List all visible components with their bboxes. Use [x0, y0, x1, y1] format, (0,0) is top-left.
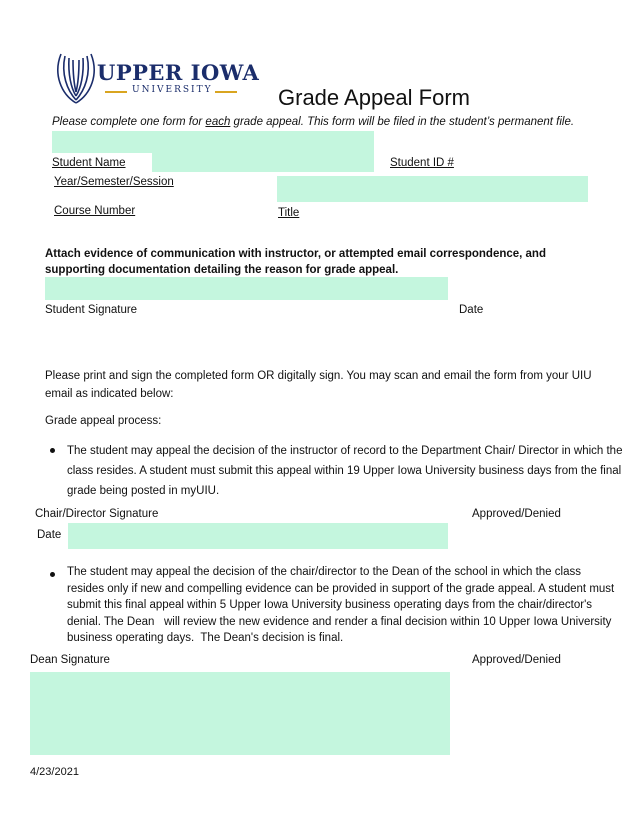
- process-step-1: The student may appeal the decision of the instructor of record to the Department Chair/ Director in which the class resides. A student must submit this appeal within 19 Upper Iowa University business days from the final grade being posted in myUIU.: [67, 445, 623, 497]
- student-name-label: Student Name: [52, 157, 126, 169]
- dean-signature-label: Dean Signature: [30, 654, 110, 666]
- logo-gold-rule-left: [105, 91, 127, 93]
- instructions-part: Please complete one form for: [52, 116, 206, 128]
- student-signature-date-label: Date: [459, 304, 484, 316]
- process-heading: Grade appeal process:: [45, 415, 162, 427]
- student-name-input-top[interactable]: [52, 131, 374, 153]
- student-name-input[interactable]: [152, 153, 374, 172]
- instructions-part: grade appeal. This form will be filed in the student’s permanent file.: [230, 116, 575, 128]
- student-id-label: Student ID #: [390, 157, 454, 169]
- chair-approved-label: Approved/Denied: [472, 508, 561, 520]
- dean-signature-input[interactable]: [30, 672, 450, 755]
- instructions-emphasis: each: [205, 116, 231, 128]
- print-sign-instructions: Please print and sign the completed form OR digitally sign. You may scan and email the form from your UIU email as indicated below:: [45, 370, 592, 400]
- chair-date-label: Date: [37, 529, 62, 541]
- footer-date: 4/23/2021: [30, 766, 79, 778]
- logo-subtitle: UNIVERSITY: [132, 85, 213, 95]
- page-title: Grade Appeal Form: [278, 85, 470, 110]
- logo-gold-rule-right: [215, 91, 237, 93]
- course-number-label: Course Number: [54, 205, 136, 217]
- logo-name: UPPER IOWA: [97, 60, 260, 85]
- chair-signature-label: Chair/Director Signature: [35, 508, 159, 520]
- process-step-2: The student may appeal the decision of the chair/director to the Dean of the school in which the class resides only if new and compelling evidence can be provided in support of the grade appeal. A student must submit this final appeal within 5 Upper Iowa University business operating days from the chair/director's denial. The Dean will review the new evidence and render a final decision within 10 Upper Iowa University business operating days. The Dean's decision is final.: [67, 566, 618, 644]
- year-semester-input[interactable]: [277, 176, 588, 202]
- bullet-icon: [50, 448, 55, 453]
- university-logo: [55, 50, 260, 110]
- title-label: Title: [278, 207, 300, 219]
- year-semester-label: Year/Semester/Session: [54, 176, 174, 188]
- student-signature-input[interactable]: [45, 277, 448, 300]
- bullet-icon: [50, 572, 55, 577]
- dean-approved-label: Approved/Denied: [472, 654, 561, 666]
- form-instructions: [52, 116, 574, 128]
- logo-emblem-icon: [55, 50, 97, 106]
- chair-date-input[interactable]: [68, 523, 448, 549]
- student-signature-label: Student Signature: [45, 304, 138, 316]
- attach-notice: Attach evidence of communication with instructor, or attempted email correspondence, and supporting documentation detailing the reason for grade appeal.: [45, 248, 546, 276]
